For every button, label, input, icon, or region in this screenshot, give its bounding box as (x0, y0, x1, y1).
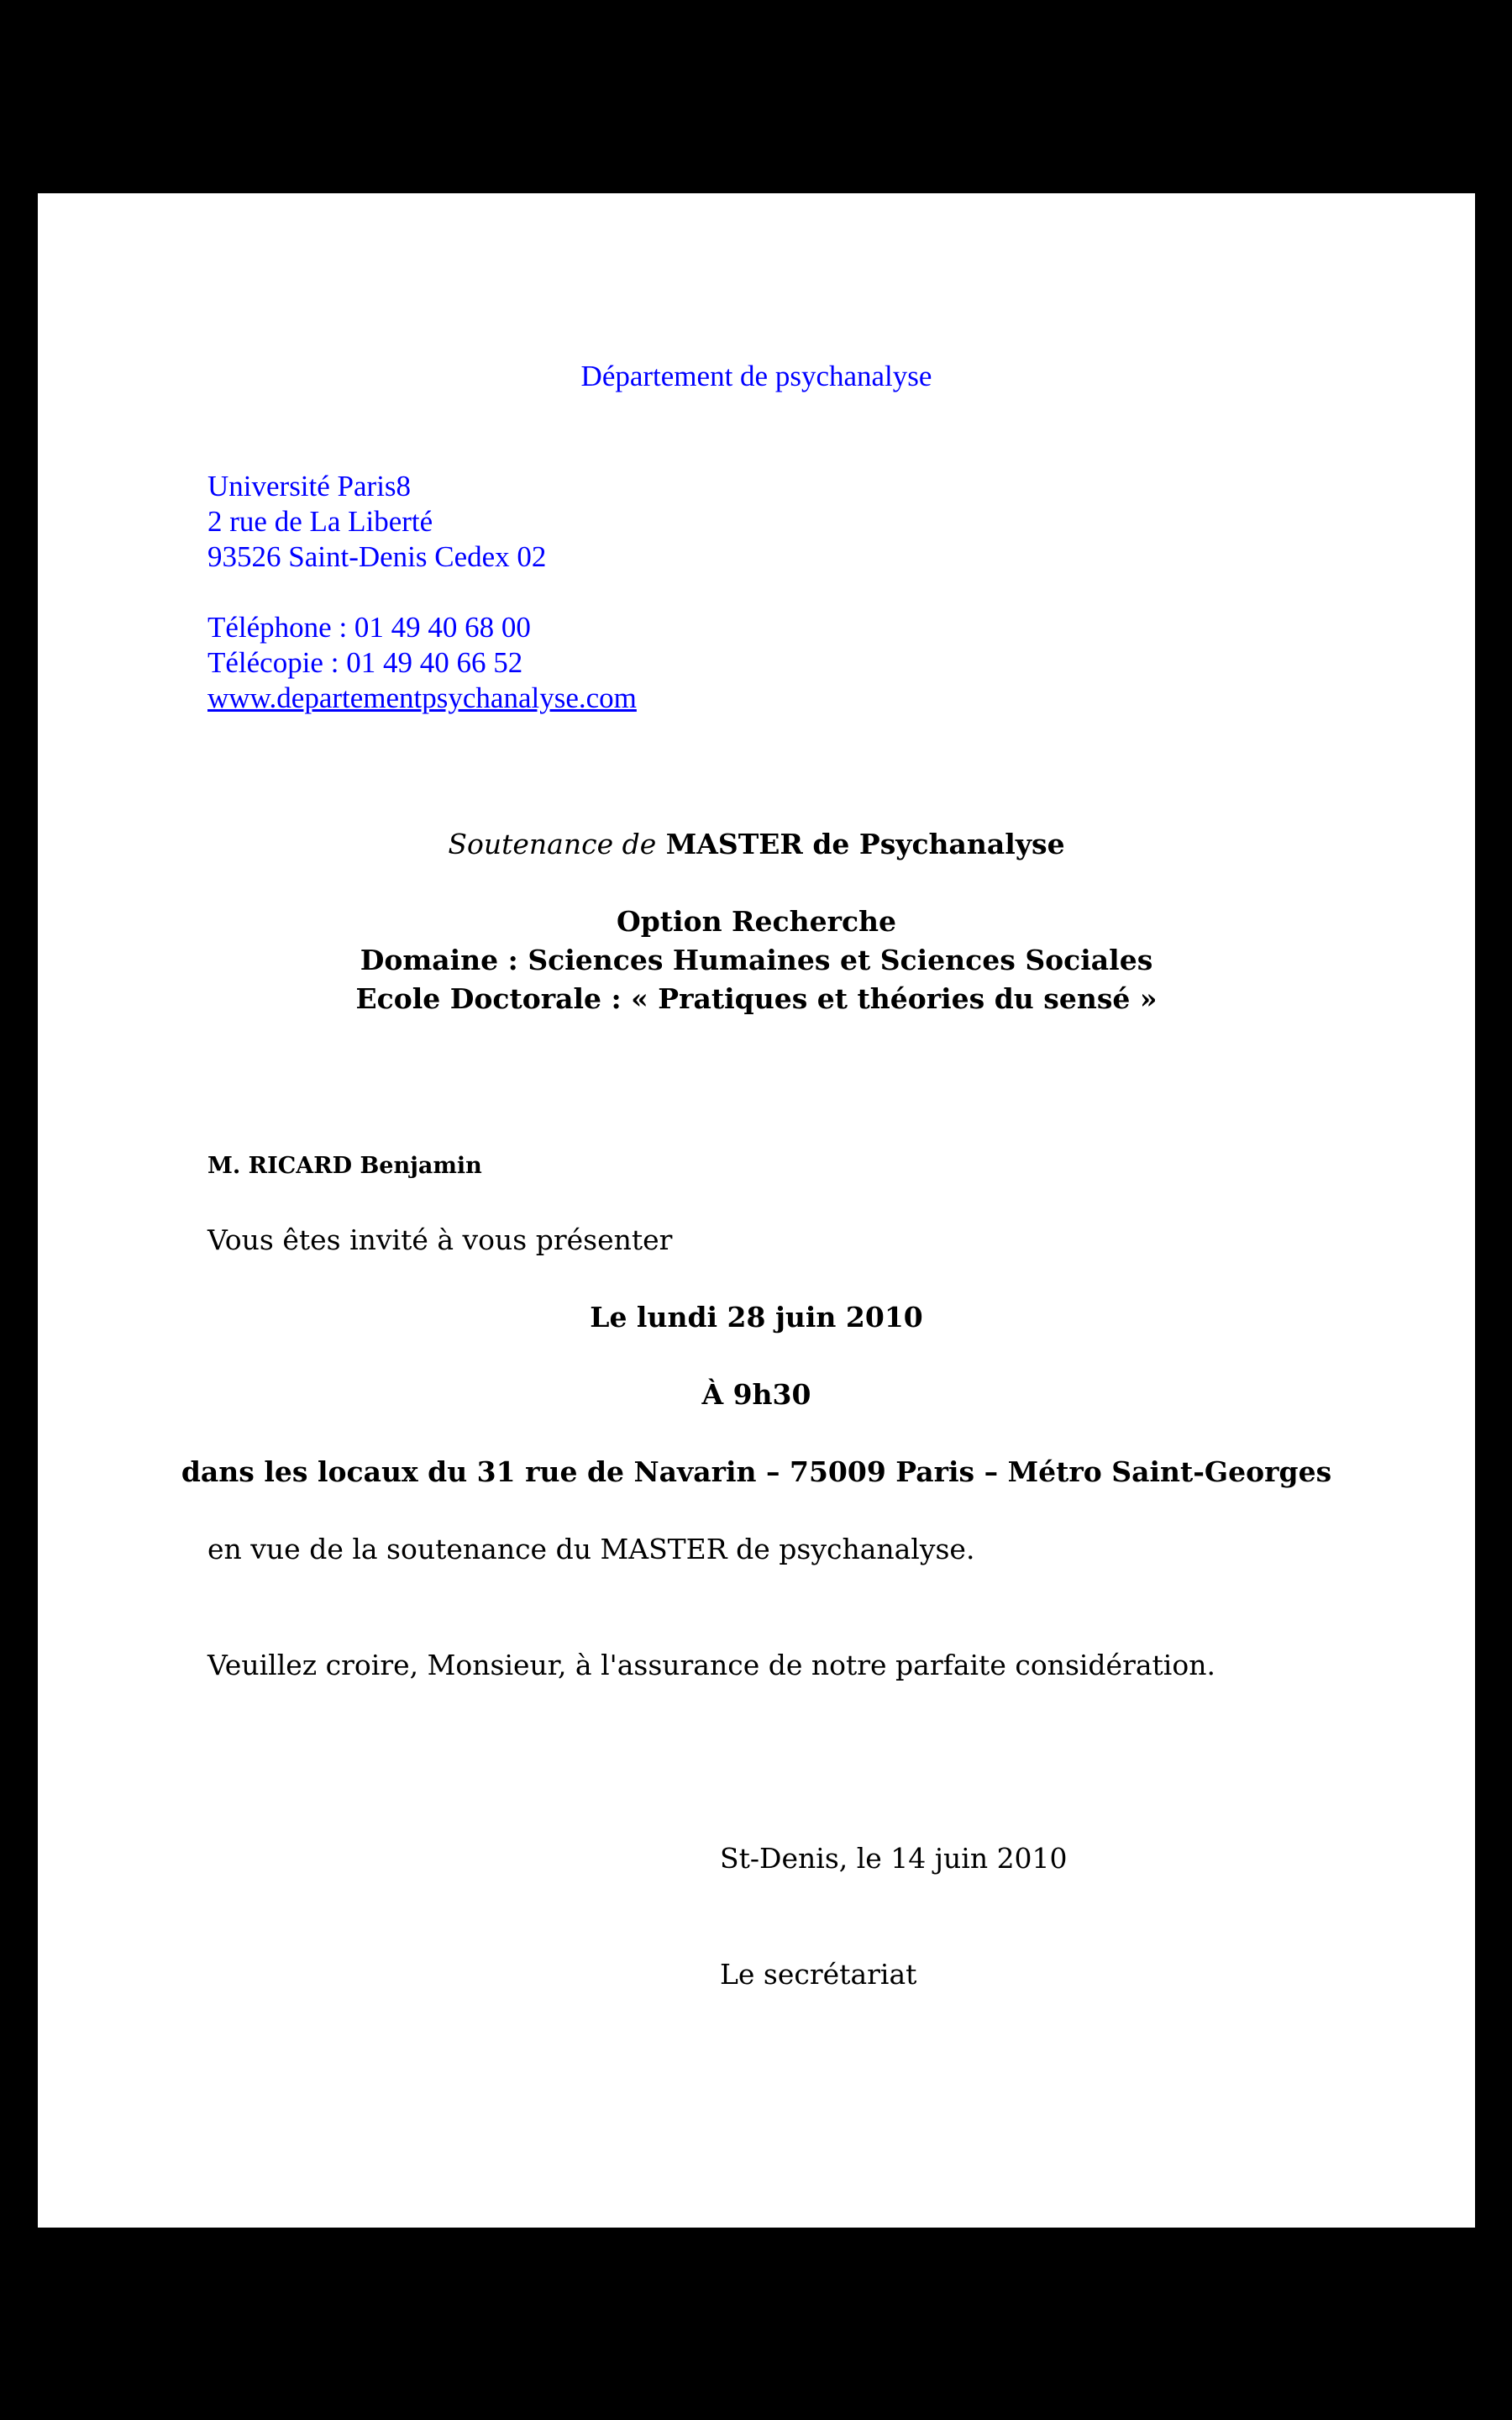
document-page (38, 193, 1475, 2228)
department-heading: Département de psychanalyse (580, 360, 932, 392)
title-line (38, 825, 1475, 864)
purpose-text: en vue de la soutenance du MASTER de psychanalyse. (207, 1533, 975, 1565)
signature: Le secrétariat (720, 1958, 917, 1991)
university-name: Université Paris8 (207, 470, 412, 502)
appointment-date: Le lundi 28 juin 2010 (590, 1301, 923, 1334)
website-link[interactable]: www.departementpsychanalyse.com (207, 681, 637, 714)
phone-number: Téléphone : 01 49 40 68 00 (207, 611, 531, 644)
title-main: MASTER de Psychanalyse (656, 828, 1065, 860)
closing-text: Veuillez croire, Monsieur, à l'assurance de notre parfaite considération. (207, 1649, 1215, 1681)
place-date: St-Denis, le 14 juin 2010 (720, 1842, 1068, 1875)
invitation-text: Vous êtes invité à vous présenter (207, 1223, 673, 1256)
option-line: Option Recherche (616, 905, 897, 938)
fax-number: Télécopie : 01 49 40 66 52 (207, 646, 523, 679)
city-postcode: 93526 Saint-Denis Cedex 02 (207, 540, 547, 573)
appointment-location: dans les locaux du 31 rue de Navarin – 75009 Paris – Métro Saint-Georges (181, 1455, 1332, 1488)
recipient-name: M. RICARD Benjamin (207, 1153, 482, 1179)
title-block (38, 825, 1475, 1018)
address-block (207, 469, 637, 716)
street-address: 2 rue de La Liberté (207, 505, 433, 538)
school-line: Ecole Doctorale : « Pratiques et théories du sensé » (355, 982, 1158, 1015)
appointment-time: À 9h30 (701, 1378, 811, 1411)
domain-line: Domaine : Sciences Humaines et Sciences Sociales (360, 944, 1153, 976)
title-prefix: Soutenance de (448, 828, 657, 860)
